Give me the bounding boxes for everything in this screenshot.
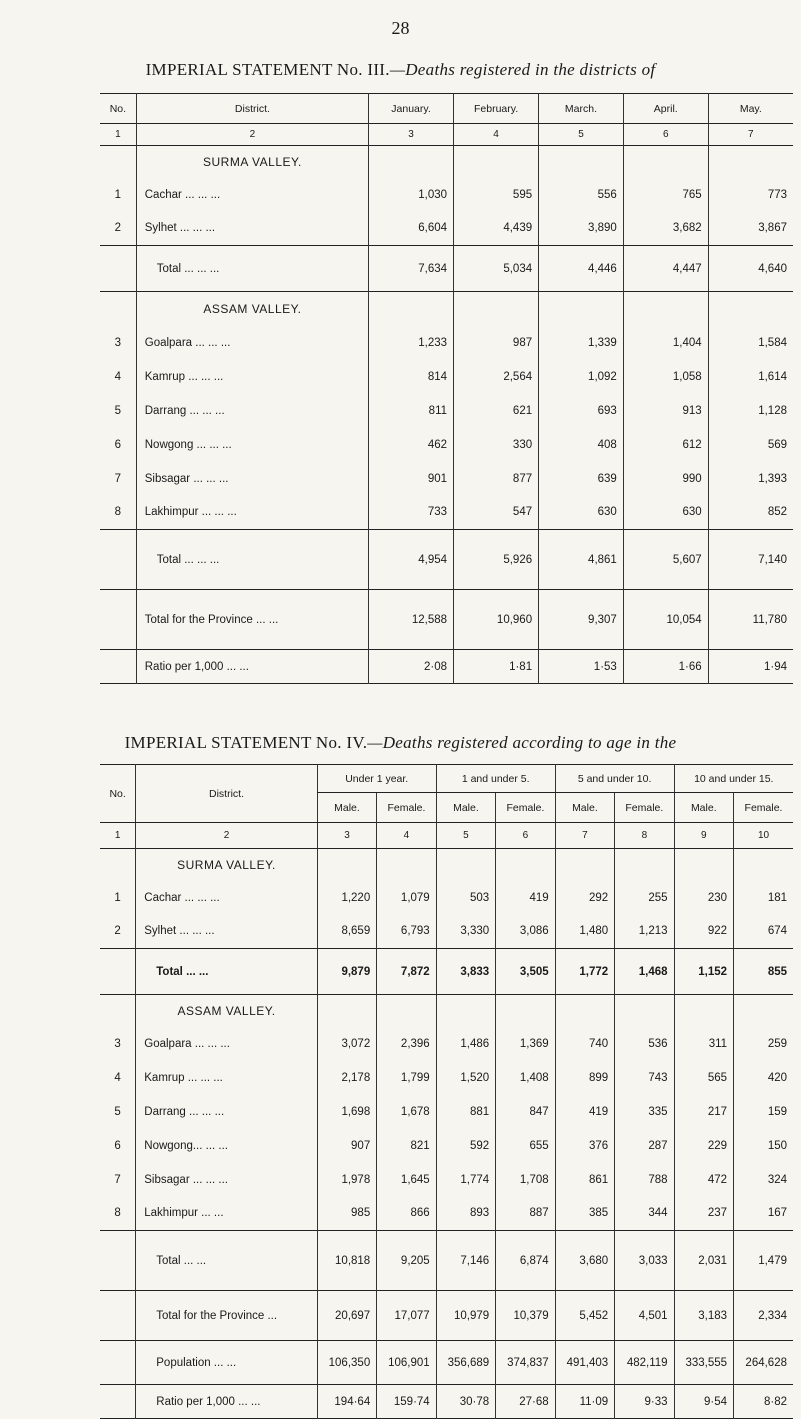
header-no: No. xyxy=(109,102,127,115)
value-cell: 1,339 xyxy=(539,326,624,360)
row-number-empty xyxy=(100,530,136,590)
value-cell: 217 xyxy=(674,1095,733,1129)
value-cell: 420 xyxy=(734,1061,793,1095)
value-cell: 292 xyxy=(555,881,614,915)
statement-4-title-italic: —Deaths registered according to age in the xyxy=(367,733,677,752)
table-row xyxy=(100,360,793,394)
value-cell: 11,780 xyxy=(708,590,793,650)
value-cell: 7,146 xyxy=(436,1231,495,1291)
value-cell: 27·68 xyxy=(496,1385,555,1419)
value-cell: 536 xyxy=(615,1027,674,1061)
table-row xyxy=(100,394,793,428)
value-cell: 6,604 xyxy=(369,212,454,246)
header-district: District. xyxy=(136,94,368,124)
value-cell: 899 xyxy=(555,1061,614,1095)
district-name: Kamrup ... ... ... xyxy=(136,360,368,394)
province-total-row xyxy=(100,1291,793,1341)
value-cell: 4,439 xyxy=(454,212,539,246)
value-cell: 733 xyxy=(369,496,454,530)
statement-3-title-italic: —Deaths registered in the districts of xyxy=(389,60,656,79)
col-number: 5 xyxy=(436,823,495,849)
value-cell: 264,628 xyxy=(734,1341,793,1385)
table-row xyxy=(100,1027,793,1061)
table-row xyxy=(100,496,793,530)
header-female: Female. xyxy=(377,793,436,823)
total-row xyxy=(100,949,793,995)
district-name: Goalpara ... ... ... xyxy=(136,326,368,360)
value-cell: 10,960 xyxy=(454,590,539,650)
value-cell: 674 xyxy=(734,915,793,949)
header-april: April. xyxy=(623,94,708,124)
row-number-empty xyxy=(100,1291,136,1341)
statement-4-title xyxy=(0,733,801,753)
district-name: Lakhimpur ... ... xyxy=(136,1197,317,1231)
value-cell: 1·53 xyxy=(539,650,624,684)
total-row xyxy=(100,1231,793,1291)
value-cell: 5,607 xyxy=(623,530,708,590)
value-cell: 1,030 xyxy=(369,178,454,212)
row-number: 3 xyxy=(114,336,122,349)
value-cell: 740 xyxy=(555,1027,614,1061)
value-cell: 847 xyxy=(496,1095,555,1129)
col-number: 10 xyxy=(734,823,793,849)
value-cell: 181 xyxy=(734,881,793,915)
row-number-empty xyxy=(100,1231,136,1291)
header-no: No. xyxy=(100,765,136,823)
value-cell: 3,833 xyxy=(436,949,495,995)
value-cell: 9·33 xyxy=(615,1385,674,1419)
value-cell: 376 xyxy=(555,1129,614,1163)
value-cell: 1,079 xyxy=(377,881,436,915)
value-cell: 150 xyxy=(734,1129,793,1163)
header-female: Female. xyxy=(496,793,555,823)
value-cell: 1,645 xyxy=(377,1163,436,1197)
value-cell: 1,408 xyxy=(496,1061,555,1095)
district-name: Darrang ... ... ... xyxy=(136,394,368,428)
district-name: Sylhet ... ... ... xyxy=(136,915,317,949)
assam-rows xyxy=(100,326,793,530)
value-cell: 462 xyxy=(369,428,454,462)
value-cell: 4,640 xyxy=(708,246,793,292)
row-number: 4 xyxy=(114,370,122,383)
assam-rows xyxy=(100,1027,793,1231)
value-cell: 877 xyxy=(454,462,539,496)
district-name: Darrang ... ... ... xyxy=(136,1095,317,1129)
value-cell: 10,979 xyxy=(436,1291,495,1341)
value-cell: 881 xyxy=(436,1095,495,1129)
table-row xyxy=(100,212,793,246)
statement-4-title-main: IMPERIAL STATEMENT No. IV. xyxy=(124,733,368,752)
value-cell: 612 xyxy=(623,428,708,462)
row-number-empty xyxy=(100,590,136,650)
value-cell: 3,867 xyxy=(708,212,793,246)
value-cell: 106,350 xyxy=(317,1341,376,1385)
value-cell: 106,901 xyxy=(377,1341,436,1385)
col-number: 3 xyxy=(369,124,454,146)
value-cell: 887 xyxy=(496,1197,555,1231)
col-number-row xyxy=(100,823,793,849)
header-male: Male. xyxy=(674,793,733,823)
statement-3-title-main: IMPERIAL STATEMENT No. III. xyxy=(145,60,390,79)
value-cell: 229 xyxy=(674,1129,733,1163)
value-cell: 374,837 xyxy=(496,1341,555,1385)
value-cell: 814 xyxy=(369,360,454,394)
header-male: Male. xyxy=(555,793,614,823)
value-cell: 2,396 xyxy=(377,1027,436,1061)
value-cell: 852 xyxy=(708,496,793,530)
value-cell: 1,213 xyxy=(615,915,674,949)
value-cell: 2·08 xyxy=(369,650,454,684)
value-cell: 482,119 xyxy=(615,1341,674,1385)
value-cell: 3,033 xyxy=(615,1231,674,1291)
district-name: Cachar ... ... ... xyxy=(136,881,317,915)
value-cell: 4,446 xyxy=(539,246,624,292)
value-cell: 17,077 xyxy=(377,1291,436,1341)
value-cell: 6,874 xyxy=(496,1231,555,1291)
table-row xyxy=(100,881,793,915)
row-number: 1 xyxy=(114,188,122,201)
district-name: Nowgong... ... ... xyxy=(136,1129,317,1163)
col-number: 4 xyxy=(377,823,436,849)
header-group-1-5: 1 and under 5. xyxy=(436,765,555,793)
district-name: Goalpara ... ... ... xyxy=(136,1027,317,1061)
value-cell: 10,818 xyxy=(317,1231,376,1291)
value-cell: 1,774 xyxy=(436,1163,495,1197)
value-cell: 3,330 xyxy=(436,915,495,949)
value-cell: 595 xyxy=(454,178,539,212)
value-cell: 1·94 xyxy=(708,650,793,684)
value-cell: 408 xyxy=(539,428,624,462)
value-cell: 639 xyxy=(539,462,624,496)
table-row xyxy=(100,1197,793,1231)
col-number: 9 xyxy=(674,823,733,849)
value-cell: 569 xyxy=(708,428,793,462)
value-cell: 990 xyxy=(623,462,708,496)
row-label: Total ... ... ... xyxy=(136,530,368,590)
row-number-empty xyxy=(100,949,136,995)
row-number: 2 xyxy=(114,222,122,235)
value-cell: 907 xyxy=(317,1129,376,1163)
value-cell: 2,564 xyxy=(454,360,539,394)
value-cell: 2,178 xyxy=(317,1061,376,1095)
table-row xyxy=(100,326,793,360)
value-cell: 9,307 xyxy=(539,590,624,650)
value-cell: 556 xyxy=(539,178,624,212)
col-number: 7 xyxy=(555,823,614,849)
value-cell: 773 xyxy=(708,178,793,212)
district-name: Sylhet ... ... ... xyxy=(136,212,368,246)
value-cell: 7,634 xyxy=(369,246,454,292)
value-cell: 230 xyxy=(674,881,733,915)
table-row xyxy=(100,462,793,496)
value-cell: 167 xyxy=(734,1197,793,1231)
value-cell: 1·66 xyxy=(623,650,708,684)
row-label: Ratio per 1,000 ... ... xyxy=(136,1385,317,1419)
section-heading: SURMA VALLEY. xyxy=(136,146,368,178)
value-cell: 743 xyxy=(615,1061,674,1095)
value-cell: 1,480 xyxy=(555,915,614,949)
value-cell: 11·09 xyxy=(555,1385,614,1419)
value-cell: 655 xyxy=(496,1129,555,1163)
value-cell: 901 xyxy=(369,462,454,496)
value-cell: 335 xyxy=(615,1095,674,1129)
value-cell: 1,486 xyxy=(436,1027,495,1061)
value-cell: 503 xyxy=(436,881,495,915)
table-row xyxy=(100,428,793,462)
row-number: 2 xyxy=(114,925,121,938)
header-district: District. xyxy=(136,765,317,823)
value-cell: 4,501 xyxy=(615,1291,674,1341)
value-cell: 8,659 xyxy=(317,915,376,949)
row-number: 4 xyxy=(114,1071,121,1084)
value-cell: 1,614 xyxy=(708,360,793,394)
statement-3-table xyxy=(100,93,793,684)
value-cell: 12,588 xyxy=(369,590,454,650)
row-label: Total ... ... ... xyxy=(136,246,368,292)
value-cell: 3,680 xyxy=(555,1231,614,1291)
col-number: 6 xyxy=(496,823,555,849)
value-cell: 4,954 xyxy=(369,530,454,590)
value-cell: 1,468 xyxy=(615,949,674,995)
value-cell: 259 xyxy=(734,1027,793,1061)
value-cell: 861 xyxy=(555,1163,614,1197)
row-number: 5 xyxy=(114,1105,121,1118)
row-number: 7 xyxy=(114,472,122,485)
col-number: 2 xyxy=(136,823,317,849)
value-cell: 866 xyxy=(377,1197,436,1231)
row-number: 7 xyxy=(114,1173,121,1186)
value-cell: 565 xyxy=(674,1061,733,1095)
value-cell: 472 xyxy=(674,1163,733,1197)
value-cell: 194·64 xyxy=(317,1385,376,1419)
value-cell: 1,698 xyxy=(317,1095,376,1129)
province-total-row xyxy=(100,590,793,650)
statement-4-table xyxy=(100,764,793,1419)
value-cell: 1·81 xyxy=(454,650,539,684)
value-cell: 3,890 xyxy=(539,212,624,246)
page-number: 28 xyxy=(391,18,410,38)
statement-3-title xyxy=(0,60,801,80)
col-number: 1 xyxy=(114,830,121,841)
value-cell: 3,505 xyxy=(496,949,555,995)
col-number: 1 xyxy=(115,129,121,140)
header-female: Female. xyxy=(615,793,674,823)
header-male: Male. xyxy=(436,793,495,823)
table-row xyxy=(100,1129,793,1163)
value-cell: 985 xyxy=(317,1197,376,1231)
value-cell: 765 xyxy=(623,178,708,212)
header-may: May. xyxy=(708,94,793,124)
row-number-empty xyxy=(100,1385,136,1419)
value-cell: 30·78 xyxy=(436,1385,495,1419)
value-cell: 855 xyxy=(734,949,793,995)
value-cell: 20,697 xyxy=(317,1291,376,1341)
value-cell: 7,140 xyxy=(708,530,793,590)
value-cell: 1,978 xyxy=(317,1163,376,1197)
col-number: 3 xyxy=(317,823,376,849)
value-cell: 1,369 xyxy=(496,1027,555,1061)
value-cell: 3,072 xyxy=(317,1027,376,1061)
value-cell: 987 xyxy=(454,326,539,360)
population-row xyxy=(100,1341,793,1385)
row-label: Total for the Province ... xyxy=(136,1291,317,1341)
value-cell: 255 xyxy=(615,881,674,915)
header-group-10-15: 10 and under 15. xyxy=(674,765,793,793)
value-cell: 159 xyxy=(734,1095,793,1129)
col-number: 8 xyxy=(615,823,674,849)
value-cell: 159·74 xyxy=(377,1385,436,1419)
value-cell: 385 xyxy=(555,1197,614,1231)
value-cell: 10,054 xyxy=(623,590,708,650)
row-label: Population ... ... xyxy=(136,1341,317,1385)
value-cell: 5,926 xyxy=(454,530,539,590)
value-cell: 821 xyxy=(377,1129,436,1163)
section-heading: ASSAM VALLEY. xyxy=(136,292,368,326)
section-heading: SURMA VALLEY. xyxy=(136,849,317,881)
value-cell: 7,872 xyxy=(377,949,436,995)
header-group-under-1: Under 1 year. xyxy=(317,765,436,793)
value-cell: 1,799 xyxy=(377,1061,436,1095)
district-name: Nowgong ... ... ... xyxy=(136,428,368,462)
value-cell: 811 xyxy=(369,394,454,428)
col-number: 4 xyxy=(454,124,539,146)
value-cell: 1,152 xyxy=(674,949,733,995)
col-number: 7 xyxy=(708,124,793,146)
value-cell: 592 xyxy=(436,1129,495,1163)
value-cell: 1,520 xyxy=(436,1061,495,1095)
value-cell: 621 xyxy=(454,394,539,428)
value-cell: 9,205 xyxy=(377,1231,436,1291)
value-cell: 2,334 xyxy=(734,1291,793,1341)
value-cell: 419 xyxy=(496,881,555,915)
value-cell: 3,183 xyxy=(674,1291,733,1341)
row-number-empty xyxy=(100,1341,136,1385)
row-label: Total ... ... xyxy=(136,1231,317,1291)
value-cell: 1,708 xyxy=(496,1163,555,1197)
row-label: Total ... ... xyxy=(136,949,317,995)
row-number: 3 xyxy=(114,1037,121,1050)
value-cell: 1,128 xyxy=(708,394,793,428)
value-cell: 922 xyxy=(674,915,733,949)
table-row xyxy=(100,178,793,212)
value-cell: 5,034 xyxy=(454,246,539,292)
value-cell: 1,479 xyxy=(734,1231,793,1291)
value-cell: 287 xyxy=(615,1129,674,1163)
row-number: 8 xyxy=(114,1207,121,1220)
row-number: 8 xyxy=(114,506,122,519)
value-cell: 1,772 xyxy=(555,949,614,995)
row-number: 5 xyxy=(114,404,122,417)
value-cell: 893 xyxy=(436,1197,495,1231)
ratio-row xyxy=(100,1385,793,1419)
value-cell: 9·54 xyxy=(674,1385,733,1419)
col-number: 5 xyxy=(539,124,624,146)
value-cell: 2,031 xyxy=(674,1231,733,1291)
header-group-5-10: 5 and under 10. xyxy=(555,765,674,793)
value-cell: 4,861 xyxy=(539,530,624,590)
section-heading: ASSAM VALLEY. xyxy=(136,995,317,1027)
row-number: 6 xyxy=(114,1139,121,1152)
table-row xyxy=(100,1095,793,1129)
value-cell: 344 xyxy=(615,1197,674,1231)
value-cell: 1,220 xyxy=(317,881,376,915)
surma-rows xyxy=(100,881,793,949)
row-number: 1 xyxy=(114,891,121,904)
value-cell: 1,393 xyxy=(708,462,793,496)
header-march: March. xyxy=(539,94,624,124)
value-cell: 8·82 xyxy=(734,1385,793,1419)
value-cell: 237 xyxy=(674,1197,733,1231)
value-cell: 547 xyxy=(454,496,539,530)
header-january: January. xyxy=(369,94,454,124)
value-cell: 491,403 xyxy=(555,1341,614,1385)
value-cell: 693 xyxy=(539,394,624,428)
row-number: 6 xyxy=(114,438,122,451)
row-label: Ratio per 1,000 ... ... xyxy=(136,650,368,684)
value-cell: 5,452 xyxy=(555,1291,614,1341)
value-cell: 333,555 xyxy=(674,1341,733,1385)
district-name: Sibsagar ... ... ... xyxy=(136,462,368,496)
value-cell: 1,404 xyxy=(623,326,708,360)
total-row xyxy=(100,246,793,292)
value-cell: 4,447 xyxy=(623,246,708,292)
table-row xyxy=(100,1061,793,1095)
value-cell: 1,584 xyxy=(708,326,793,360)
header-male: Male. xyxy=(317,793,376,823)
value-cell: 1,678 xyxy=(377,1095,436,1129)
row-number-empty xyxy=(100,246,136,292)
surma-rows xyxy=(100,178,793,246)
ratio-row xyxy=(100,650,793,684)
value-cell: 324 xyxy=(734,1163,793,1197)
col-number: 2 xyxy=(136,124,368,146)
header-february: February. xyxy=(454,94,539,124)
value-cell: 10,379 xyxy=(496,1291,555,1341)
row-number-empty xyxy=(100,650,136,684)
value-cell: 356,689 xyxy=(436,1341,495,1385)
row-label: Total for the Province ... ... xyxy=(136,590,368,650)
district-name: Kamrup ... ... ... xyxy=(136,1061,317,1095)
value-cell: 630 xyxy=(539,496,624,530)
district-name: Cachar ... ... ... xyxy=(136,178,368,212)
value-cell: 1,058 xyxy=(623,360,708,394)
district-name: Lakhimpur ... ... ... xyxy=(136,496,368,530)
value-cell: 9,879 xyxy=(317,949,376,995)
value-cell: 788 xyxy=(615,1163,674,1197)
value-cell: 1,092 xyxy=(539,360,624,394)
total-row xyxy=(100,530,793,590)
value-cell: 6,793 xyxy=(377,915,436,949)
col-number: 6 xyxy=(623,124,708,146)
value-cell: 913 xyxy=(623,394,708,428)
value-cell: 419 xyxy=(555,1095,614,1129)
value-cell: 630 xyxy=(623,496,708,530)
header-female: Female. xyxy=(734,793,793,823)
value-cell: 1,233 xyxy=(369,326,454,360)
table-row xyxy=(100,915,793,949)
value-cell: 330 xyxy=(454,428,539,462)
table-row xyxy=(100,1163,793,1197)
value-cell: 311 xyxy=(674,1027,733,1061)
district-name: Sibsagar ... ... ... xyxy=(136,1163,317,1197)
value-cell: 3,682 xyxy=(623,212,708,246)
value-cell: 3,086 xyxy=(496,915,555,949)
